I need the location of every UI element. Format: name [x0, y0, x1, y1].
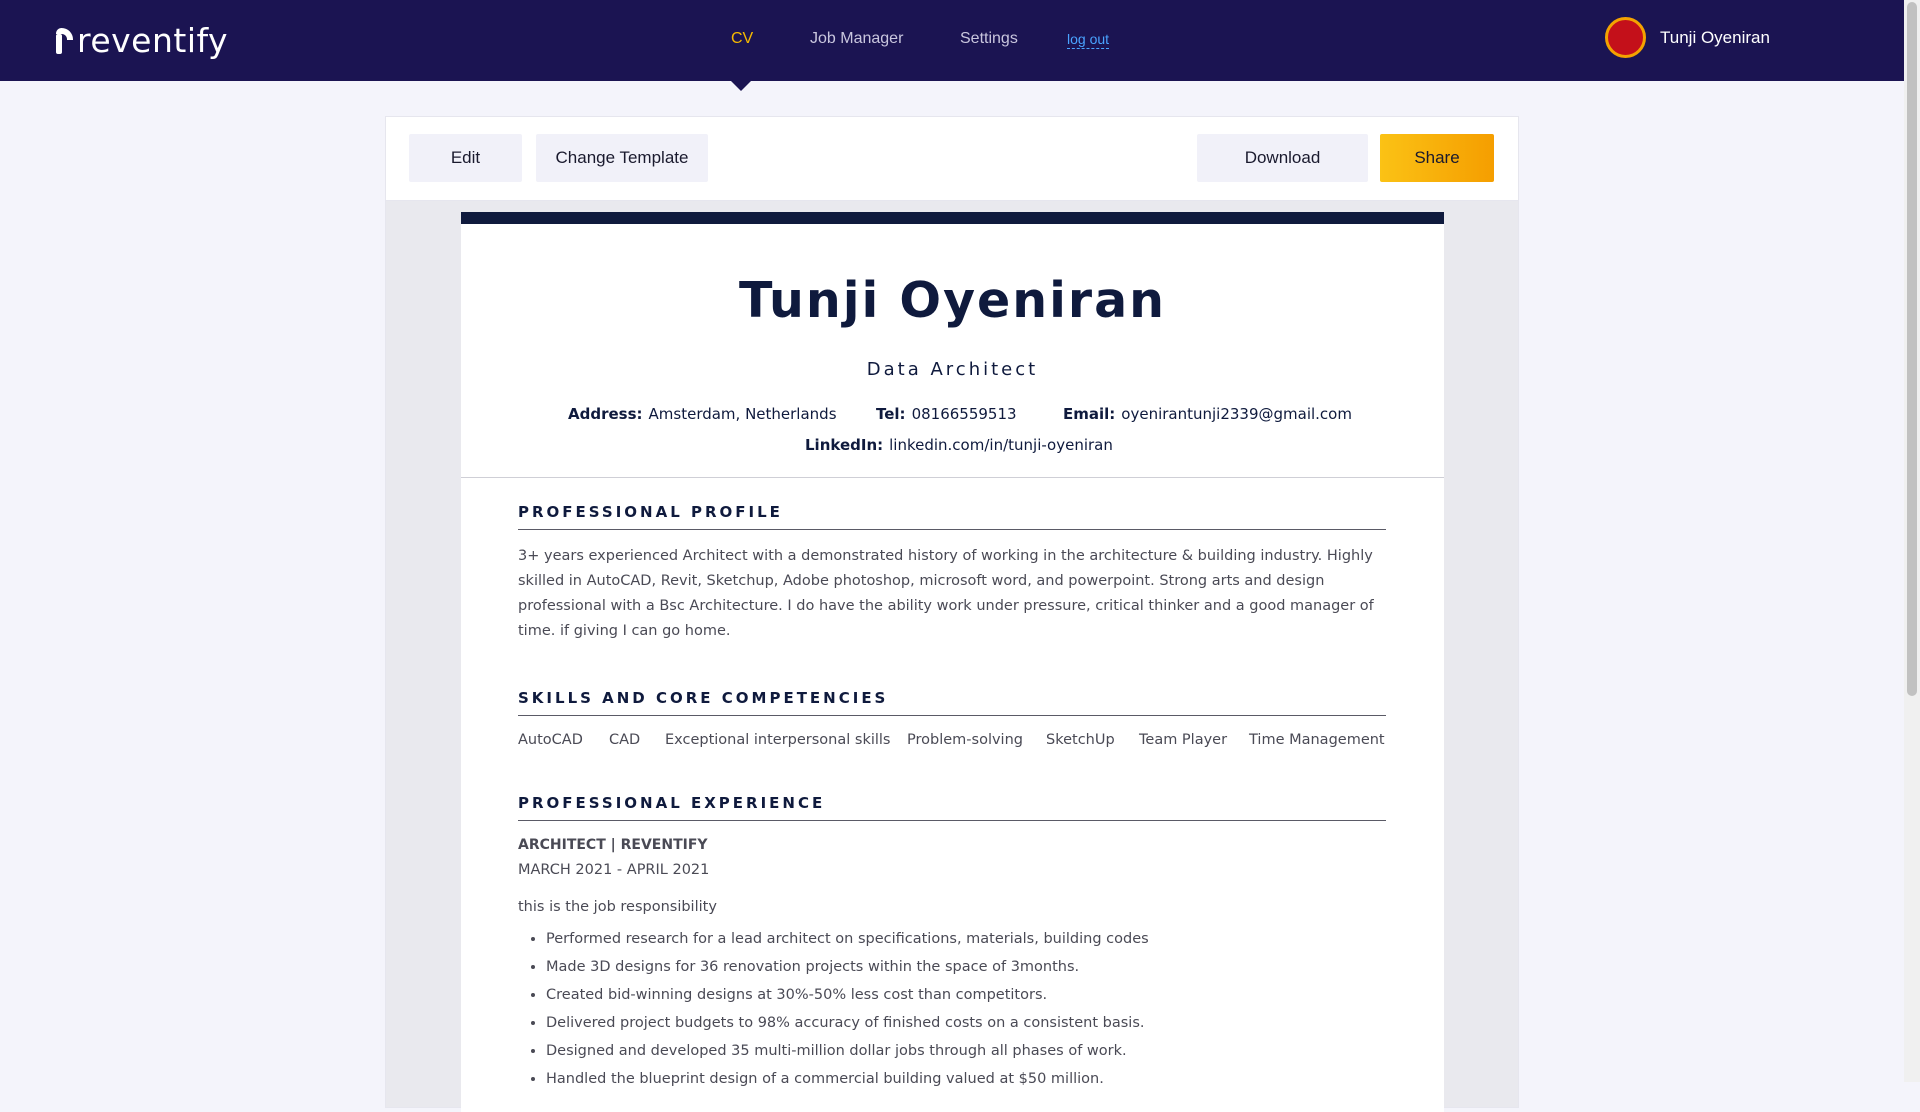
- download-button[interactable]: Download: [1197, 134, 1368, 182]
- experience-heading: PROFESSIONAL EXPERIENCE: [518, 794, 1386, 821]
- nav-job-manager[interactable]: Job Manager: [810, 30, 904, 47]
- contact-email: [1063, 405, 1352, 423]
- skill-item: AutoCAD: [518, 732, 583, 748]
- edit-button[interactable]: Edit: [409, 134, 522, 182]
- experience-bullet: • Performed research for a lead architect on specifications, materials, building codes: [546, 925, 1406, 953]
- skill-item: CAD: [609, 732, 641, 748]
- skill-item: Problem-solving: [907, 732, 1023, 748]
- nav-cv[interactable]: CV: [731, 30, 754, 47]
- user-menu[interactable]: [1605, 17, 1770, 58]
- experience-bullet: • Handled the blueprint design of a commercial building valued at $50 million.: [546, 1065, 1406, 1093]
- experience-bullet: • Created bid-winning designs at 30%-50% less cost than competitors.: [546, 981, 1406, 1009]
- experience-bullet-list: [518, 925, 1406, 1093]
- profile-text: 3+ years experienced Architect with a demonstrated history of working in the architecture & building industry. Highly skilled in AutoCAD, Revit, Sketchup, Adobe photoshop, microsoft word, and powerpoint. Strong arts and design professional with a Bsc Architecture. I do have the ability work under pressure, critical thinker and a good manager of time. if giving I can go home.: [518, 548, 1374, 639]
- avatar[interactable]: [1605, 17, 1646, 58]
- address-label: Address:: [568, 405, 643, 423]
- experience-bullet: • Made 3D designs for 36 renovation projects within the space of 3months.: [546, 953, 1406, 981]
- experience-bullet: • Delivered project budgets to 98% accuracy of finished costs on a consistent basis.: [546, 1009, 1406, 1037]
- share-button[interactable]: Share: [1380, 134, 1494, 182]
- reventify-logo[interactable]: [56, 20, 228, 60]
- logo-mark-icon: [56, 28, 73, 54]
- header-divider: [461, 477, 1444, 478]
- tel-value: 08166559513: [911, 405, 1017, 423]
- skill-item: SketchUp: [1046, 732, 1115, 748]
- tel-label: Tel:: [876, 405, 906, 423]
- skill-item: Exceptional interpersonal skills: [665, 732, 891, 748]
- logo-text: reventify: [77, 20, 229, 60]
- skill-item: Team Player: [1139, 732, 1228, 748]
- experience-dates: MARCH 2021 - APRIL 2021: [518, 862, 710, 878]
- linkedin-label: LinkedIn:: [805, 436, 884, 454]
- email-label: Email:: [1063, 405, 1116, 423]
- cv-header-bar: [461, 212, 1444, 224]
- user-name: Tunji Oyeniran: [1660, 27, 1770, 47]
- linkedin-value: linkedin.com/in/tunji-oyeniran: [889, 436, 1113, 454]
- change-template-button[interactable]: Change Template: [536, 134, 708, 182]
- contact-linkedin: [805, 436, 1113, 454]
- skill-item: Time Management: [1249, 732, 1385, 748]
- cv-preview-area: [386, 201, 1518, 1107]
- experience-description: this is the job responsibility: [518, 899, 717, 915]
- experience-bullet: • Designed and developed 35 multi-million dollar jobs through all phases of work.: [546, 1037, 1406, 1065]
- cv-name: Tunji Oyeniran: [738, 272, 1167, 329]
- cv-job-title: Data Architect: [866, 359, 1039, 380]
- contact-tel: [876, 405, 1017, 423]
- skills-heading: SKILLS AND CORE COMPETENCIES: [518, 689, 1386, 716]
- experience-job-title: ARCHITECT | REVENTIFY: [518, 837, 708, 853]
- top-navigation-bar: [0, 0, 1904, 81]
- address-value: Amsterdam, Netherlands: [648, 405, 837, 423]
- cv-document: [461, 212, 1444, 1112]
- logout-link[interactable]: log out: [1067, 31, 1110, 47]
- cv-toolbar: [386, 117, 1518, 201]
- contact-address: [568, 405, 837, 423]
- active-nav-indicator: [730, 80, 752, 91]
- page-scrollbar-thumb[interactable]: [1907, 2, 1917, 696]
- nav-settings[interactable]: Settings: [960, 30, 1018, 47]
- profile-heading: PROFESSIONAL PROFILE: [518, 503, 1386, 530]
- cv-editor-card: [385, 116, 1519, 1108]
- email-value: oyenirantunji2339@gmail.com: [1121, 405, 1352, 423]
